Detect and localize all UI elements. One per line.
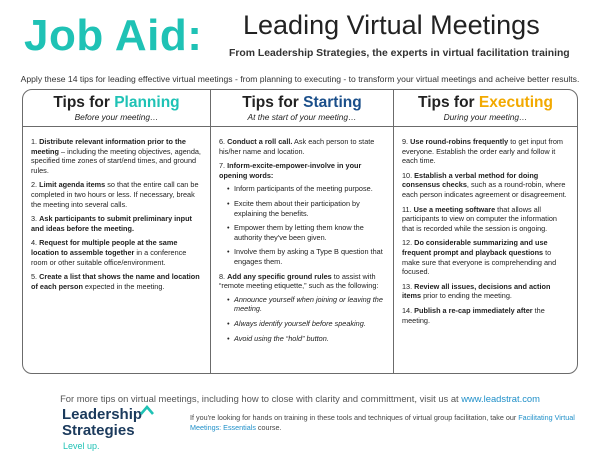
tip-number: 2.	[31, 180, 40, 190]
bullet-item: • Excite them about their participation by explaining the benefits.	[227, 199, 385, 218]
leadership-strategies-logo	[62, 404, 182, 456]
planning-heading	[31, 94, 202, 112]
executing-heading-prefix: Tips for	[418, 94, 479, 111]
tip-7	[219, 161, 385, 180]
tip-number: 5.	[31, 272, 40, 282]
tip-bold: Conduct a roll call.	[227, 137, 293, 146]
tip-text: – including the meeting objectives, agenda, specified time zones of start/end times, and ground rules.	[31, 146, 201, 175]
website-link[interactable]: www.leadstrat.com	[461, 393, 540, 404]
starting-column	[211, 90, 393, 373]
tip-text: Ask each person to state his/her name and location.	[219, 137, 375, 156]
tip-14	[402, 306, 569, 325]
tip-1	[31, 137, 202, 175]
tip-12	[402, 238, 569, 276]
tip-text: so that the entire call can be completed in two hours or less. If necessary, break the meeting into several calls.	[31, 180, 199, 209]
tip-bold: Create a list that shows the name and location of each person	[31, 272, 200, 291]
bullet-item: • Empower them by letting them know the authority they've been given.	[227, 223, 385, 242]
tip-number: 11.	[402, 204, 414, 214]
tip-text: , such as a round-robin, where each person indicates agreement or disagreement.	[402, 180, 567, 199]
planning-column	[23, 90, 210, 373]
tip-bold: Establish a verbal method for doing consensus checks	[402, 170, 539, 190]
planning-heading-prefix: Tips for	[53, 94, 115, 111]
tip-13	[402, 282, 569, 301]
footer-text: For more tips on virtual meetings, including how to close with clarity and committment, visit us at	[60, 393, 462, 404]
tip-8	[219, 272, 385, 291]
starting-subheading: At the start of your meeting…	[211, 112, 393, 127]
planning-subheading: Before your meeting…	[23, 112, 210, 127]
executing-column	[394, 90, 577, 373]
tip-3	[31, 214, 202, 233]
promo-end: course.	[255, 423, 282, 432]
tip-text: the meeting.	[402, 305, 545, 325]
starting-heading-prefix: Tips for	[242, 94, 304, 111]
bullet-item: • Avoid using the “hold” button.	[227, 334, 385, 344]
footer-more-tips	[0, 393, 600, 404]
tip-number: 13.	[402, 281, 415, 291]
tip-bold: Distribute relevant information prior to the meeting	[31, 137, 186, 156]
chevron-up-icon	[140, 404, 154, 416]
training-promo	[190, 413, 590, 433]
tip-number: 10.	[402, 170, 415, 180]
tip-bold: Publish a re-cap immediately after	[414, 305, 533, 315]
tip-number: 4.	[31, 238, 40, 248]
tip-text: prior to ending the meeting.	[421, 291, 512, 301]
executing-heading-accent: Executing	[478, 94, 553, 111]
tip-11	[402, 205, 569, 234]
planning-heading-accent: Planning	[114, 94, 180, 111]
logo-tagline: Level up.	[63, 441, 100, 451]
tip-bold: Request for multiple people at the same location to assemble together	[31, 238, 178, 257]
page-subtitle: From Leadership Strategies, the experts in virtual facilitation training	[229, 48, 570, 59]
tip-text: to assist with “remote meeting etiquette,” such as the following:	[219, 271, 379, 291]
tip-7-bullets	[227, 184, 385, 266]
bullet-item: • Announce yourself when joining or leaving the meeting.	[227, 295, 385, 314]
tip-text: expected in the meeting.	[82, 281, 165, 291]
tip-number: 8.	[219, 271, 228, 281]
logo-line-2: Strategies	[62, 422, 135, 439]
tip-text: that allows all participants to view on computer the information that is recorded while the session is ongoing.	[402, 204, 557, 233]
bullet-item: • Always identify yourself before speaking.	[227, 319, 385, 329]
tip-4	[31, 238, 202, 267]
tip-8-bullets	[227, 295, 385, 343]
bullet-item: • Inform participants of the meeting purpose.	[227, 184, 385, 194]
tip-10	[402, 171, 569, 200]
job-aid-label: Job Aid:	[24, 11, 203, 60]
tip-number: 14.	[402, 305, 415, 315]
executing-subheading: During your meeting…	[394, 112, 577, 127]
tip-2	[31, 180, 202, 209]
tip-bold: Use round-robins frequently	[410, 137, 509, 146]
starting-heading	[219, 94, 385, 112]
logo-line-1: Leadership	[62, 406, 143, 423]
tip-text: to get input from everyone. Establish the order early and follow it each time.	[402, 137, 563, 166]
tip-bold: Ask participants to submit preliminary input and ideas before the meeting.	[31, 214, 192, 233]
tip-bold: Limit agenda items	[39, 180, 106, 190]
header	[0, 0, 600, 72]
tip-6	[219, 137, 385, 156]
tip-bold: Use a meeting software	[413, 204, 496, 214]
tip-number: 3.	[31, 214, 40, 224]
tips-panel	[22, 89, 578, 374]
tip-number: 1.	[31, 137, 40, 146]
tip-bold: Do considerable summarizing and use frequent prompt and playback questions	[402, 238, 548, 257]
tip-number: 9.	[402, 137, 411, 146]
tip-9	[402, 137, 569, 166]
tip-number: 6.	[219, 137, 228, 146]
tip-5	[31, 272, 202, 291]
starting-heading-accent: Starting	[303, 94, 362, 111]
tip-text: in a conference room or other suitable office/environment.	[31, 247, 187, 267]
course-link[interactable]: Facilitating Virtual Meetings: Essentials	[190, 413, 575, 432]
tip-number: 7.	[219, 161, 228, 171]
tip-bold: Add any specific ground rules	[227, 271, 332, 281]
promo-text: If you're looking for hands on training in these tools and techniques of virtual group facilitation, take our	[190, 413, 519, 422]
page-title: Leading Virtual Meetings	[243, 10, 540, 40]
bullet-item: • Involve them by asking a Type B question that engages them.	[227, 247, 385, 266]
tip-bold: Inform-excite-empower-involve in your opening words:	[219, 161, 362, 180]
tip-text: to make sure that everyone is comprehending and focused.	[402, 247, 557, 277]
executing-heading	[402, 94, 569, 112]
intro-text: Apply these 14 tips for leading effective virtual meetings - from planning to executing - to transform your virtual meetings and acheive better results.	[20, 74, 580, 84]
tip-number: 12.	[402, 238, 415, 248]
tip-bold: Review all issues, decisions and action items	[402, 281, 551, 301]
